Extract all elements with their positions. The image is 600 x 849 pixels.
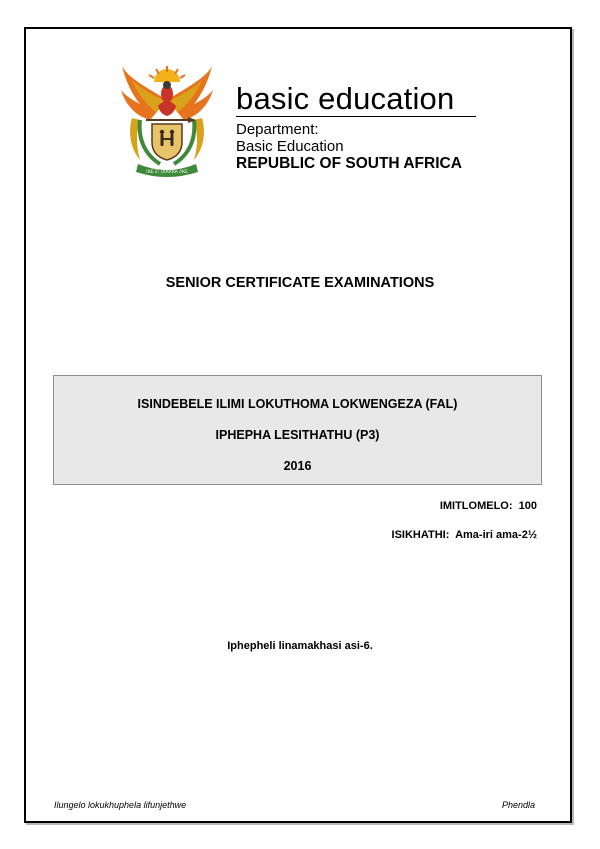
marks-info: IMITLOMELO: 100 [439, 500, 537, 512]
brand-title: basic education [236, 81, 455, 116]
subject-title: ISINDEBELE ILIMI LOKUTHOMA LOKWENGEZA (FAL) [137, 397, 458, 411]
exam-year: 2016 [283, 459, 312, 473]
footer-copyright: Ilungelo lokukhuphela lifunjethwe [54, 800, 187, 810]
exam-heading: SENIOR CERTIFICATE EXAMINATIONS [165, 275, 435, 291]
coat-of-arms-icon [118, 60, 216, 182]
pages-note: Iphepheli linamakhasi asi-6. [227, 640, 373, 652]
footer-turn-over: Phendla [501, 800, 535, 810]
department-label: Department: [236, 121, 319, 138]
brand-rule [236, 116, 476, 117]
time-info: ISIKHATHI: Ama-iri ama-2½ [391, 529, 537, 541]
paper-number: IPHEPHA LESITHATHU (P3) [215, 428, 380, 442]
department-name: Basic Education [236, 138, 344, 155]
coat-of-arms-motto: !KE E: /XARRA //KE [146, 170, 188, 175]
subject-box [53, 375, 542, 485]
country-name: REPUBLIC OF SOUTH AFRICA [236, 155, 462, 172]
